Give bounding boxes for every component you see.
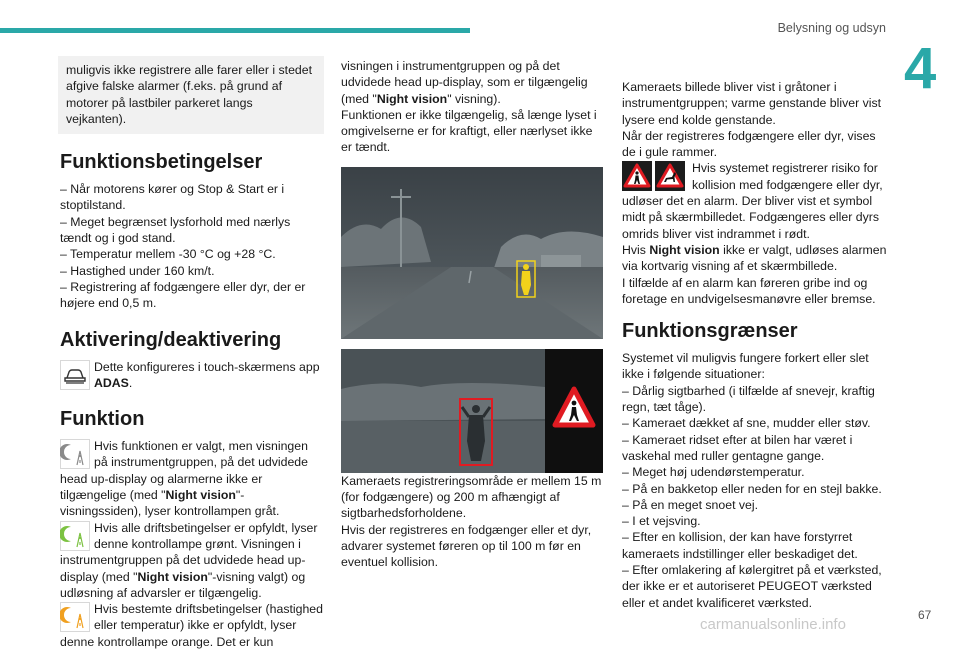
aktivering-text-end: . — [128, 375, 133, 390]
night-vision-label: Night vision — [649, 242, 720, 257]
col2-paragraph-2: Funktionen er ikke tilgængelig, så længe lyset i omgivelserne er for kraftigt, eller nærlyset ikke er tændt. — [341, 107, 597, 155]
aktivering-text-a: Dette konfigureres i touch-skærmens app — [94, 359, 320, 374]
heading-funktionsbetingelser: Funktionsbetingelser — [60, 151, 263, 174]
aktivering-row — [60, 359, 324, 392]
col3-paragraph-5: I tilfælde af en alarm kan føreren gribe ind og foretage en undvigelsesmanøvre eller bremse. — [622, 275, 876, 306]
funktion-grey-b: "-visningssiden), lyser kontrollampen gråt. — [60, 488, 280, 519]
col3-paragraph-2: Når der registreres fodgængere eller dyr, vises de i gule rammer. — [622, 128, 876, 160]
note-text: muligvis ikke registrere alle farer eller i stedet afgive falske alarmer (f.eks. på grund af motorer på lastbiler parkeret langs vejkanten). — [66, 63, 313, 126]
col3-paragraph-3: Hvis systemet registrerer risiko for kollision med fodgængere eller dyr, udløser det en alarm. Der bliver vist et symbol midt på skærmbilledet. Fodgængeres eller dyrs omrids bliver vist indrammet i rødt. — [622, 161, 883, 241]
limit-item: – Kameraet dækket af sne, mudder eller støv. — [622, 416, 871, 431]
car-adas-icon — [60, 360, 90, 390]
night-vision-lamp-grey-icon — [60, 439, 90, 469]
thermal-image-detection — [341, 167, 603, 339]
thermal-image-collision-alert — [341, 349, 603, 473]
aktivering-text — [94, 359, 324, 392]
night-vision-label: Night vision — [137, 569, 208, 584]
section-title: Belysning og udsyn — [777, 21, 886, 35]
night-vision-lamp-green-icon — [60, 521, 90, 551]
condition-item: – Når motorens kører og Stop & Start er i stoptilstand. — [60, 182, 285, 213]
limit-item: – Kameraet ridset efter at bilen har været i vaskehal med ruller gentagne gange. — [622, 432, 853, 463]
limit-item: – På en bakketop eller neden for en stejl bakke. — [622, 481, 882, 496]
pedestrian-warning-icon — [622, 161, 652, 191]
limit-item: – I et vejsving. — [622, 514, 701, 529]
funktion-green-text — [60, 520, 324, 601]
warning-symbols — [622, 161, 688, 191]
aktivering-app-name: ADAS — [94, 375, 129, 390]
night-vision-label: Night vision — [376, 91, 448, 106]
caption-range: Kameraets registreringsområde er mellem 15 m (for fodgængere) og 200 m afhængigt af sigtbarhedsforholdene. — [341, 473, 602, 521]
limits-intro: Systemet vil muligvis fungere forkert eller slet ikke i følgende situationer: — [622, 351, 869, 382]
funktion-grey-text — [60, 438, 324, 519]
animal-warning-icon — [655, 161, 685, 191]
col2-paragraph-1 — [341, 58, 603, 107]
column-1 — [60, 56, 324, 650]
page-number: 67 — [918, 608, 932, 622]
night-vision-label: Night vision — [165, 488, 236, 503]
heading-aktivering: Aktivering/deaktivering — [60, 328, 282, 351]
condition-item: – Meget begrænset lysforhold med nærlys tændt og i god stand. — [60, 214, 291, 246]
limit-item: – Dårlig sigtbarhed (i tilfælde af snevejr, kraftig regn, tæt tåge). — [622, 383, 875, 415]
col2-p1-b: " visning). — [447, 91, 501, 106]
limit-item: – Efter omlakering af kølergitret på et værksted, der ikke er et autoriseret PEUGEOT værksted eller et andet kvalificeret værksted. — [622, 563, 882, 610]
heading-funktion: Funktion — [60, 408, 145, 431]
funktion-orange-text: Hvis bestemte driftsbetingelser (hastighed eller temperatur) ikke er opfyldt, lyser denne kontrollampe orange. Det er kun — [60, 602, 323, 649]
col3-paragraph-4 — [622, 242, 888, 275]
col3-p4-a: Hvis — [622, 242, 650, 257]
thermal-scene-1 — [341, 167, 603, 339]
col2-p1-a: visningen i instrumentgruppen og på det udvidede head up-display, som er tilgængelig (med " — [341, 59, 588, 106]
condition-item: – Temperatur mellem -30 °C og +28 °C. — [60, 247, 276, 262]
thermal-scene-2 — [341, 349, 603, 473]
limit-item: – Meget høj udendørstemperatur. — [622, 465, 805, 480]
chapter-number: 4 — [904, 36, 937, 101]
column-2 — [341, 58, 603, 571]
col3-p4-b: ikke er valgt, udløses alarmen via kortvarig visning af et skærmbillede. — [622, 242, 887, 274]
column-3 — [622, 79, 888, 611]
funktion-grey-a: Hvis funktionen er valgt, men visningen på instrumentgruppen, på det udvidede head up-display og alarmerne ikke er tilgængelige (med " — [60, 439, 308, 503]
funktion-green-b: "-visning valgt) og udløsning af advarsler er tilgængelig. — [60, 569, 306, 600]
night-vision-lamp-orange-icon — [60, 602, 90, 632]
watermark: carmanualsonline.info — [700, 616, 846, 633]
note-box — [58, 56, 324, 134]
funktion-green-a: Hvis alle driftsbetingelser er opfyldt, lyser denne kontrollampe grønt. Visningen i instrumentgruppen på det udvidede head up-display (med " — [60, 520, 318, 584]
condition-item: – Registrering af fodgængere eller dyr, der er højere end 0,5 m. — [60, 279, 306, 311]
heading-funktionsgraenser: Funktionsgrænser — [622, 320, 798, 343]
caption-alert: Hvis der registreres en fodgænger eller et dyr, advarer systemet føreren op til 100 m før en eventuel kollision. — [341, 522, 592, 570]
limit-item: – Efter en kollision, der kan have forstyrret kameraets indstillinger eller beskadiget det. — [622, 530, 858, 561]
limit-item: – På en meget snoet vej. — [622, 497, 759, 512]
col3-paragraph-1: Kameraets billede bliver vist i gråtoner i instrumentgruppen; varme genstande bliver vist lysere end kolde genstande. — [622, 80, 882, 127]
condition-item: – Hastighed under 160 km/t. — [60, 263, 215, 278]
header-accent-bar — [0, 28, 470, 33]
